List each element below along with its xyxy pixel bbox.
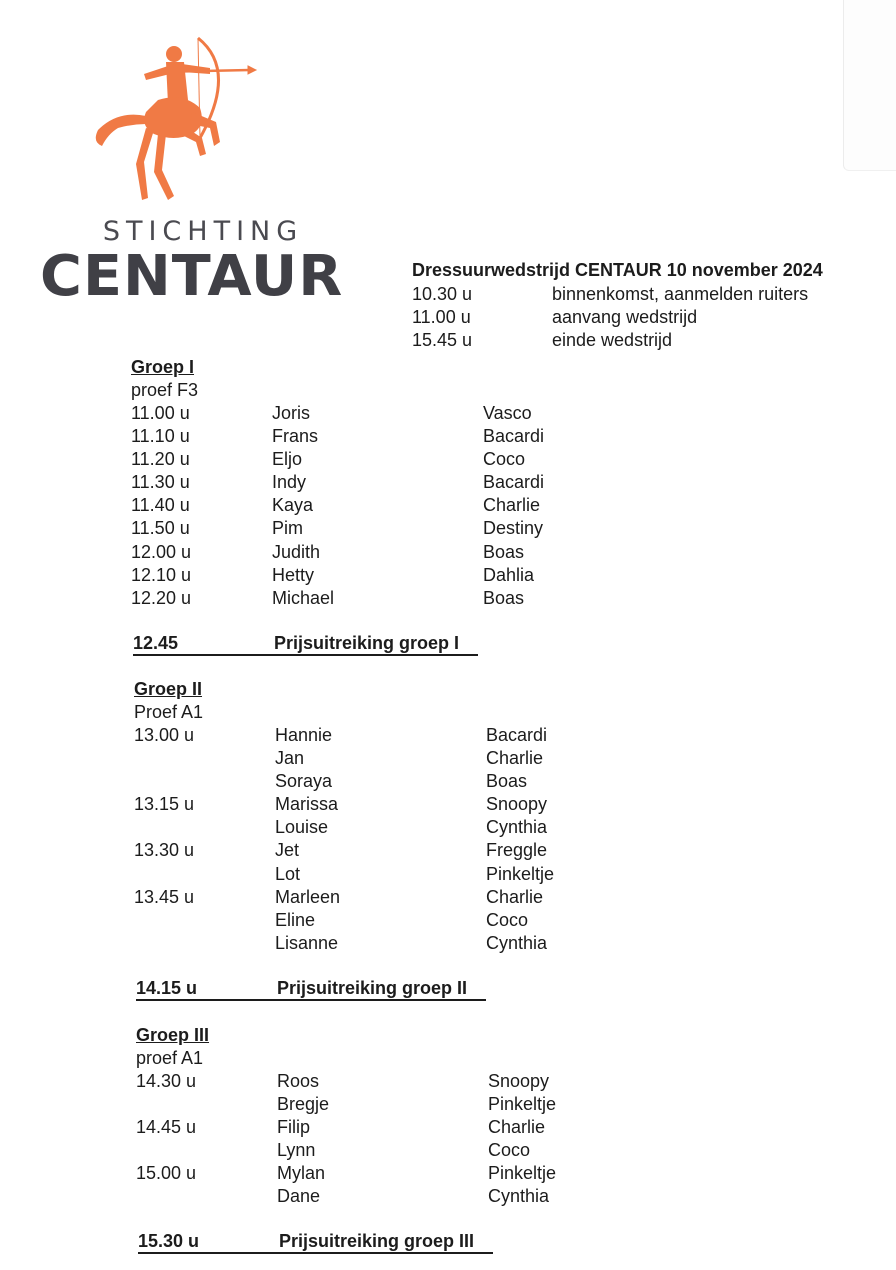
centaur-logo [40, 30, 344, 320]
start-row [134, 747, 544, 770]
rider-name: Soraya [275, 771, 333, 792]
ceremony-label: Prijsuitreiking groep I [274, 633, 460, 653]
event-description: aanvang wedstrijd [552, 307, 698, 327]
rider-name: Marleen [275, 886, 341, 907]
start-time: 11.20 u [131, 449, 190, 470]
start-row [131, 448, 526, 471]
ceremony-time: 12.45 [133, 633, 179, 653]
horse-name: Pinkeltje [486, 863, 555, 884]
horse-name: Freggle [486, 840, 548, 861]
rider-name: Filip [277, 1117, 311, 1138]
event-title: Dressuurwedstrijd CENTAUR 10 november 2024 [412, 260, 823, 280]
rider-name: Eline [275, 909, 316, 930]
event-time: 15.45 u [412, 330, 473, 350]
event-description: einde wedstrijd [552, 330, 673, 350]
group-test: Proef A1 [134, 702, 204, 722]
rider-name: Frans [272, 426, 319, 447]
horse-name: Cynthia [488, 1186, 550, 1207]
rider-name: Jan [275, 748, 305, 769]
start-row [131, 587, 525, 610]
rider-name: Michael [272, 587, 335, 608]
group-3 [136, 1024, 557, 1209]
start-row [131, 517, 544, 540]
centaur-archer-icon [88, 30, 258, 210]
start-time: 12.10 u [131, 564, 192, 585]
event-time: 10.30 u [412, 284, 473, 304]
org-name-line1: STICHTING [102, 216, 304, 247]
event-time: 11.00 u [412, 307, 471, 327]
event-schedule-row [412, 283, 892, 306]
rider-name: Indy [272, 472, 307, 493]
group-test: proef F3 [131, 380, 199, 400]
start-row [136, 1070, 550, 1093]
ceremony-time: 15.30 u [138, 1231, 200, 1251]
event-info [412, 260, 892, 352]
rider-name: Louise [275, 817, 329, 838]
start-row [134, 816, 548, 839]
rider-name: Lisanne [275, 932, 339, 953]
ceremony-time: 14.15 u [136, 978, 198, 998]
group-title: Groep I [131, 357, 195, 377]
event-schedule-row [412, 329, 892, 352]
rider-name: Hetty [272, 564, 315, 585]
ceremony-label: Prijsuitreiking groep II [277, 978, 468, 998]
start-row [134, 863, 555, 886]
start-time: 12.20 u [131, 587, 192, 608]
rider-name: Hannie [275, 725, 333, 745]
rider-name: Mylan [277, 1163, 326, 1184]
rider-name: Dane [277, 1186, 321, 1207]
rider-name: Jet [275, 840, 300, 861]
start-row [131, 541, 525, 564]
start-time: 13.45 u [134, 886, 195, 907]
start-row [134, 909, 529, 932]
group-1 [131, 356, 545, 610]
group-title: Groep II [134, 679, 203, 699]
horse-name: Cynthia [486, 817, 548, 838]
horse-name: Charlie [483, 495, 541, 516]
rider-name: Marissa [275, 794, 339, 815]
horse-name: Bacardi [483, 472, 545, 493]
start-time: 11.50 u [131, 518, 190, 539]
start-row [131, 402, 532, 425]
group-2 [134, 678, 555, 955]
start-time: 11.40 u [131, 495, 190, 516]
horse-name: Dahlia [483, 564, 535, 585]
start-time: 13.00 u [134, 725, 195, 745]
start-row [134, 886, 544, 909]
rider-name: Kaya [272, 495, 314, 516]
prize-ceremony [138, 1230, 493, 1254]
start-time: 13.15 u [134, 794, 195, 815]
horse-name: Destiny [483, 518, 544, 539]
horse-name: Coco [486, 909, 529, 930]
rider-name: Eljo [272, 449, 303, 470]
start-row [131, 425, 545, 448]
horse-name: Coco [488, 1140, 531, 1161]
org-name-line2: CENTAUR [40, 244, 344, 309]
start-row [136, 1116, 546, 1139]
horse-name: Bacardi [483, 426, 545, 447]
scan-edge [843, 0, 896, 171]
group-test: proef A1 [136, 1048, 204, 1068]
horse-name: Snoopy [486, 794, 548, 815]
start-time: 14.45 u [136, 1117, 197, 1138]
start-row [134, 793, 548, 816]
start-row [136, 1093, 557, 1116]
rider-name: Judith [272, 541, 321, 562]
horse-name: Pinkeltje [488, 1163, 557, 1184]
start-time: 15.00 u [136, 1163, 197, 1184]
rider-name: Bregje [277, 1094, 330, 1115]
horse-name: Pinkeltje [488, 1094, 557, 1115]
start-time: 14.30 u [136, 1071, 197, 1091]
start-row [134, 770, 528, 793]
start-time: 12.00 u [131, 541, 192, 562]
event-description: binnenkomst, aanmelden ruiters [552, 284, 809, 304]
start-row [131, 471, 545, 494]
start-time: 11.00 u [131, 403, 190, 423]
start-row [136, 1162, 557, 1185]
horse-name: Snoopy [488, 1071, 550, 1091]
horse-name: Charlie [486, 748, 544, 769]
horse-name: Charlie [486, 886, 544, 907]
start-time: 11.10 u [131, 426, 190, 447]
horse-name: Boas [483, 587, 525, 608]
event-schedule-row [412, 306, 892, 329]
group-title: Groep III [136, 1025, 210, 1045]
start-time: 11.30 u [131, 472, 190, 493]
start-row [134, 839, 548, 862]
rider-name: Lot [275, 863, 301, 884]
start-row [131, 564, 535, 587]
start-row [134, 724, 548, 747]
start-row [136, 1139, 531, 1162]
start-row [131, 494, 541, 517]
horse-name: Vasco [483, 403, 532, 423]
horse-name: Coco [483, 449, 526, 470]
horse-name: Bacardi [486, 725, 548, 745]
start-time: 13.30 u [134, 840, 195, 861]
rider-name: Roos [277, 1071, 320, 1091]
prize-ceremony [136, 977, 486, 1001]
rider-name: Pim [272, 518, 303, 539]
start-row [134, 932, 548, 955]
ceremony-label: Prijsuitreiking groep III [279, 1231, 475, 1251]
rider-name: Joris [272, 403, 311, 423]
prize-ceremony [133, 632, 478, 656]
horse-name: Cynthia [486, 932, 548, 953]
horse-name: Boas [486, 771, 528, 792]
rider-name: Lynn [277, 1140, 316, 1161]
horse-name: Boas [483, 541, 525, 562]
start-row [136, 1185, 550, 1208]
horse-name: Charlie [488, 1117, 546, 1138]
